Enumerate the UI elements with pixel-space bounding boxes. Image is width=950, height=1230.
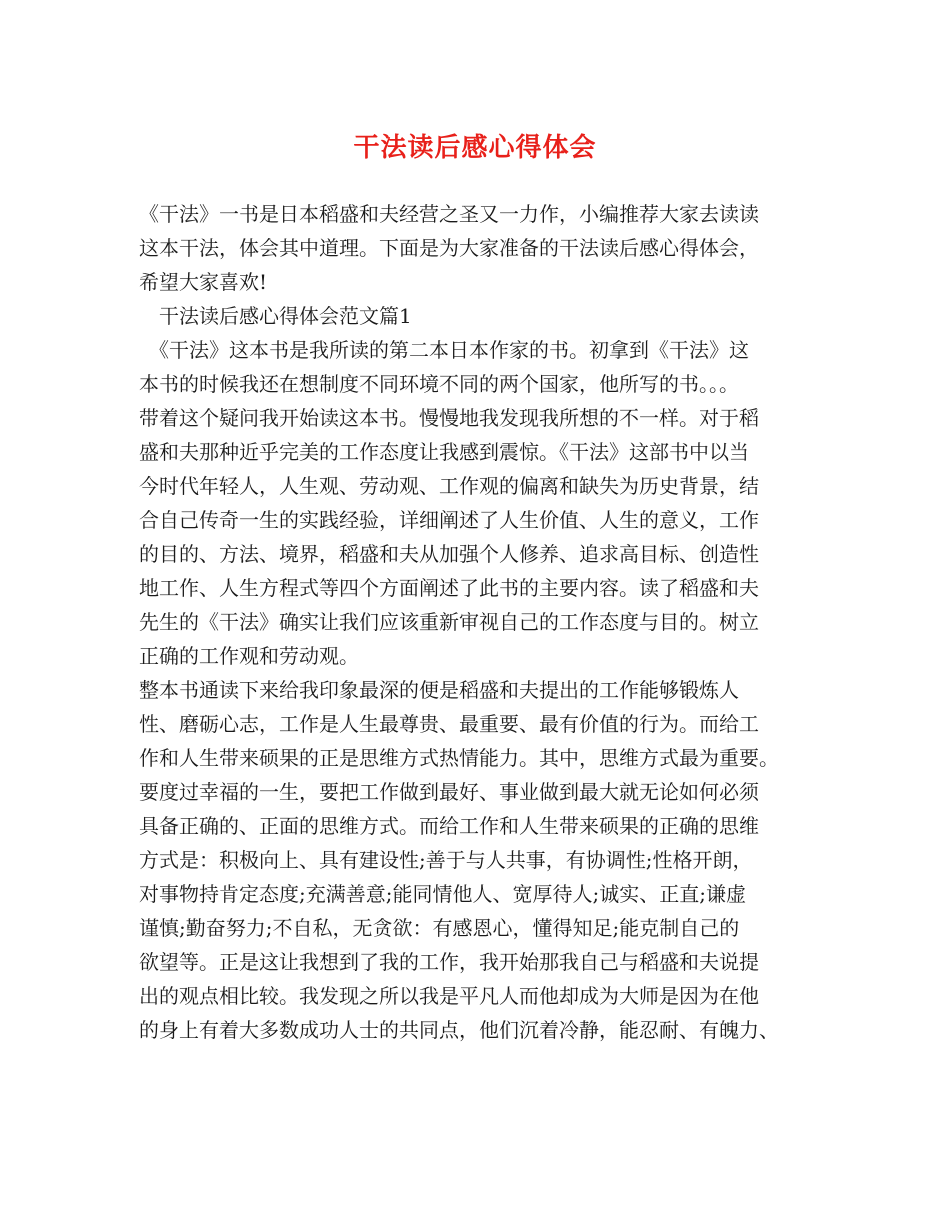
document-body bbox=[139, 197, 819, 1047]
text-line: 谨慎;勤奋努力;不自私，无贪欲：有感恩心，懂得知足;能克制自己的 bbox=[139, 916, 740, 940]
text-line: 本书的时候我还在想制度不同环境不同的两个国家，他所写的书。。。 bbox=[139, 372, 739, 396]
text-line: 先生的《干法》确实让我们应该重新审视自己的工作态度与目的。树立 bbox=[139, 610, 759, 634]
text-line: 盛和夫那种近乎完美的工作态度让我感到震惊。《干法》这部书中以当 bbox=[139, 440, 749, 464]
text-line: 合自己传奇一生的实践经验，详细阐述了人生价值、人生的意义，工作 bbox=[139, 508, 759, 532]
text-line: 带着这个疑问我开始读这本书。慢慢地我发现我所想的不一样。对于稻 bbox=[139, 406, 759, 430]
text-line: 作和人生带来硕果的正是思维方式热情能力。其中，思维方式最为重要。 bbox=[139, 746, 779, 770]
text-line: 要度过幸福的一生，要把工作做到最好、事业做到最大就无论如何必须 bbox=[139, 780, 759, 804]
text-line: 出的观点相比较。我发现之所以我是平凡人而他却成为大师是因为在他 bbox=[139, 984, 759, 1008]
text-line: 正确的工作观和劳动观。 bbox=[139, 644, 359, 668]
text-line: 对事物持肯定态度;充满善意;能同情他人、宽厚待人;诚实、正直;谦虚 bbox=[139, 882, 746, 906]
text-line: 这本干法，体会其中道理。下面是为大家准备的干法读后感心得体会， bbox=[139, 236, 759, 260]
text-line: 《干法》这本书是我所读的第二本日本作家的书。初拿到《干法》这 bbox=[139, 338, 749, 362]
text-line: 具备正确的、正面的思维方式。而给工作和人生带来硕果的正确的思维 bbox=[139, 814, 759, 838]
text-line: 《干法》一书是日本稻盛和夫经营之圣又一力作，小编推荐大家去读读 bbox=[139, 202, 759, 226]
text-line: 的身上有着大多数成功人士的共同点，他们沉着冷静，能忍耐、有魄力、 bbox=[139, 1018, 779, 1042]
text-line: 欲望等。正是这让我想到了我的工作，我开始那我自己与稻盛和夫说提 bbox=[139, 950, 759, 974]
text-line: 方式是：积极向上、具有建设性;善于与人共事，有协调性;性格开朗， bbox=[139, 848, 753, 872]
text-line: 性、磨砺心志，工作是人生最尊贵、最重要、最有价值的行为。而给工 bbox=[139, 712, 759, 736]
text-line: 希望大家喜欢! bbox=[139, 270, 268, 294]
document-title: 干法读后感心得体会 bbox=[353, 133, 597, 163]
text-line: 的目的、方法、境界，稻盛和夫从加强个人修养、追求高目标、创造性 bbox=[139, 542, 759, 566]
section-heading: 干法读后感心得体会范文篇1 bbox=[139, 304, 412, 328]
text-line: 今时代年轻人，人生观、劳动观、工作观的偏离和缺失为历史背景，结 bbox=[139, 474, 759, 498]
text-line: 整本书通读下来给我印象最深的便是稻盛和夫提出的工作能够锻炼人 bbox=[139, 678, 739, 702]
text-line: 地工作、人生方程式等四个方面阐述了此书的主要内容。读了稻盛和夫 bbox=[139, 576, 759, 600]
